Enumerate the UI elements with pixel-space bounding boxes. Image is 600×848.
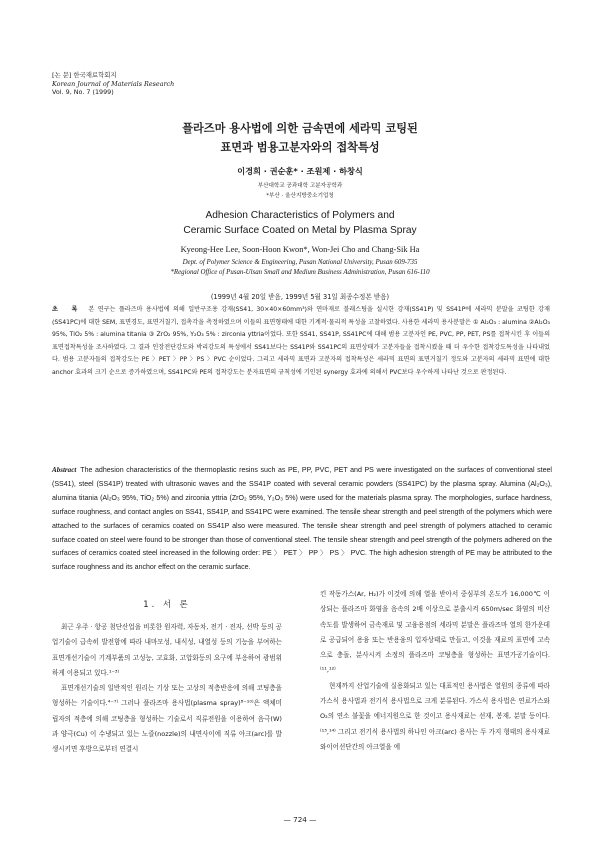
abstract-en-label: Abstract	[52, 466, 77, 474]
paragraph: 최근 우주 · 항공 첨단산업을 비롯한 원자력, 자동차, 전기 · 전자, 선박 등의 공업기술이 급속히 발전함에 따라 내마모성, 내식성, 내열성 등의 기능을 부여하는 표면개선기술이 기계부품의 고성능, 고효화, 고압화등의 요구에 부응하여 광범위하게 이용되고 있다.¹⁻³⁾	[52, 623, 282, 677]
abstract-kr	[52, 304, 550, 380]
journal-category: [논 문] 한국재료학회지	[52, 71, 117, 79]
abstract-en	[52, 464, 552, 575]
authors-kr: 이경희 · 권순훈* · 조원제 · 하창식	[237, 166, 363, 176]
left-column	[52, 620, 282, 758]
title-kr-line2: 표면과 범용고분자와의 접착특성	[220, 141, 380, 154]
paragraph: 킨 작동가스(Ar, H₂)가 이것에 의해 열을 받아서 중심부의 온도가 16,000℃ 이상되는 플라즈마 화염을 음속의 2배 이상으로 분출시켜 650m/sec 화염의 비산속도를 발생하여 금속재료 및 고융용점의 세라믹 분말은 플라즈마 열의 한가운데로 공급되어 용융 또는 반용융의 입자상태로 만들고, 이것을 재료의 표면에 고속으로 충돌, 분사시켜 소정의 플라즈마 코팅층을 형성하는 표면가공기술이다.⁽¹¹,¹²⁾	[320, 590, 550, 675]
abstract-en-text: The adhesion characteristics of the thermoplastic resins such as PE, PP, PVC, PET and PS were investigated on the surfaces of conventional steel (SS41), steel (SS41P) treated with ultrasonic waves and the SS41P coated with several ceramic powders (SS41PC) by the plasma spray. Alumina (Al₂O₃), alumina titania (Al₂O₃ 95%, TiO₂ 5%) and zirconia yttria (ZrO₂ 95%, Y₂O₃ 5%) were used for the materials plasma spray. The morphologies, surface hardness, surface roughness, and contact angles on SS41, SS41P, and SS41PC were examined. The tensile shear strength and peel strength of the polymers which were attached to the surfaces of ceramics coated on SS41P also were measured. The tensile shear strength and peel strength of polymers attached to ceramic surface coated on steel were found to be stronger than those of conventional steel. The tensile shear strength and peel strength of the polymers adhered on the surfaces of ceramics coated steel increased in the following order: PE 〉 PET 〉 PP 〉 PS 〉 PVC. The high adhesion strength of PE may be attributed to the surface roughness and its anchor effect on the ceramic surface.	[52, 467, 552, 572]
title-en-line1: Adhesion Characteristics of Polymers and	[205, 210, 395, 221]
journal-name-en: Korean Journal of Materials Research	[52, 79, 175, 88]
received-dates: (1999년 4월 20일 받음, 1999년 5월 31일 최종수정본 받음)	[210, 293, 390, 301]
title-en-line2: Ceramic Surface Coated on Metal by Plasma Spray	[183, 225, 417, 236]
paragraph: 현재까지 산업기술에 실용화되고 있는 대표적인 용사법은 열원의 종류에 따라 가스식 용사법과 전기식 용사법으로 크게 분류된다. 가스식 용사법은 연료가스와 O₂의 연소 불꽃을 에너지원으로 한 것이고 용사재료는 선재, 봉재, 분말 등이다.⁽¹³,¹⁴⁾ 그리고 전기식 용사법의 하나인 아크(arc) 용사는 두 가지 형태의 용사재료 와이어선단간의 아크열을 에	[320, 681, 550, 751]
abstract-kr-label: 초 록	[52, 306, 83, 313]
title-kr-line1: 플라즈마 용사법에 의한 금속면에 세라믹 코팅된	[182, 122, 418, 135]
journal-volume: Vol. 9, No. 7 (1999)	[52, 88, 114, 97]
affiliation-kr-2: *부산 · 울산지방중소기업청	[266, 193, 334, 199]
abstract-kr-text: 본 연구는 플라즈마 용사법에 의해 일반구조용 강재(SS41, 30×40×60mm³)와 연마재로 블래스팅을 실시한 강재(SS41P) 및 SS41P에 세라믹 분말을 코팅한 강재(SS41PC)에 대한 SEM, 표면경도, 표면거칠기, 접촉각을 측정하였으며 이들의 표면형태에 대한 기계적·물리적 특성을 고찰하였다. 사용한 세라믹 용사분말은 ① Al₂O₃ : alumina ②Al₂O₃ 95%, TiO₂ 5% : alumina titania ③ ZrO₂ 95%, Y₂O₃ 5% : zirconia yttria이었다. 또한 SS41, SS41P, SS41PC에 대해 범용 고분자인 PE, PVC, PP, PET, PS를 접착시킨 후 이들의 표면접착특성을 조사하였다. 그 결과 인장전단강도와 박리강도의 특성에서 SS41보다는 SS41P와 SS41PC의 표면상태가 고분자들을 접착시켰을 때 더 우수한 접착강도특성을 나타내었다. 범용 고분자들의 접착강도는 PE 〉PET 〉PP 〉PS 〉PVC 순이었다. 그리고 세라믹 표면과 고분자의 접착특성은 세라믹 표면의 표면거칠기 정도와 고분자의 세라믹 표면에 대한 anchor 효과의 크기 순으로 증가하였으며, SS41PC와 PE의 접착강도는 분자표면의 규칙성에 기인된 synergy 효과에 의해서 PVC보다 우수하게 나타난 것으로 판정된다.	[52, 306, 550, 376]
paragraph: 표면개선기술의 일반적인 원리는 기상 또는 고상의 적층반응에 의해 코팅층을 형성하는 기술이다.⁴⁻⁷⁾ 그러나 플라즈마 용사법(plasma spray)⁸⁻¹⁰⁾은 액체미립자의 적층에 의해 코팅층을 형성하는 기술로서 직류전원을 이용하여 음극(W)과 양극(Cu) 이 수냉되고 있는 노즐(nozzle)의 내면사이에 직류 아크(arc)를 발생시키면 후방으로부터 연결시	[52, 684, 282, 754]
page-number: — 724 —	[283, 815, 317, 824]
affiliation-en-2: *Regional Office of Pusan-Ulsan Small and Medium Business Administration, Pusan 616-110	[170, 269, 430, 276]
affiliation-en-1: Dept. of Polymer Science & Engineering, Pusan National University, Pusan 609-735	[182, 259, 418, 266]
authors-en: Kyeong-Hee Lee, Soon-Hoon Kwon*, Won-Jei Cho and Chang-Sik Ha	[180, 245, 420, 254]
right-column	[320, 587, 550, 755]
affiliation-kr-1: 부산대학교 공과대학 고분자공학과	[257, 183, 343, 189]
journal-header	[52, 71, 174, 97]
section-heading: 1. 서 론	[143, 599, 191, 609]
